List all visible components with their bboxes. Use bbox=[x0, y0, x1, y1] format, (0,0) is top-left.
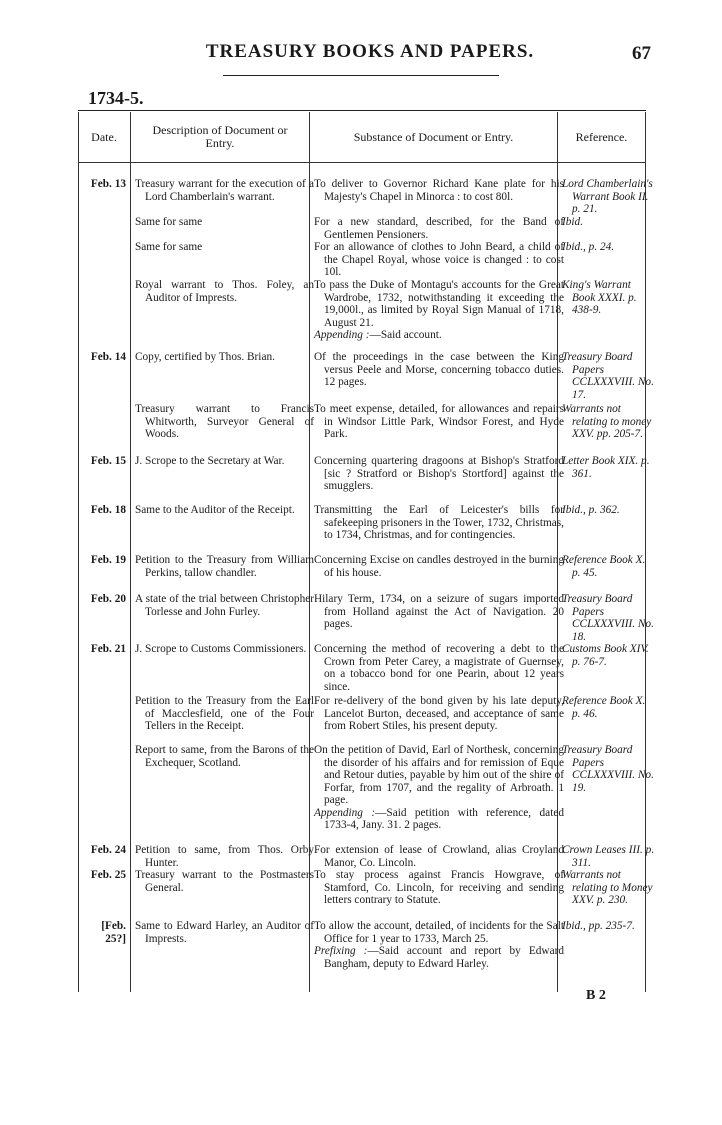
entry-date: Feb. 25 bbox=[90, 869, 126, 881]
entry-description: Same to the Auditor of the Receipt. bbox=[135, 504, 295, 516]
entry-substance: Hilary Term, 1734, on a seizure of sugars imported from Holland against the Act of Navigation. 20 pages. bbox=[314, 593, 564, 630]
entry-reference: Ibid., p. 362. bbox=[562, 504, 620, 516]
entry-substance: To allow the account, detailed, of incidents for the Salt Office for 1 year to 1733, March 25. bbox=[314, 920, 564, 945]
entry-description: Treasury warrant to Francis Whitworth, Surveyor General of Woods. bbox=[135, 403, 314, 440]
entry-date: Feb. 13 bbox=[90, 178, 126, 190]
entry-description: Treasury warrant to the Postmasters General. bbox=[135, 869, 314, 894]
column-header-description: Description of Document or Entry. bbox=[152, 123, 288, 150]
note-body: —Said account and report by Edward Bangham, deputy to Edward Harley. bbox=[324, 945, 564, 970]
running-title: TREASURY BOOKS AND PAPERS. bbox=[205, 41, 535, 62]
entry-description: J. Scrope to the Secretary at War. bbox=[135, 455, 285, 467]
entry-date: Feb. 24 bbox=[90, 844, 126, 856]
entry-description: Same to Edward Harley, an Auditor of Imprests. bbox=[135, 920, 314, 945]
page-number: 67 bbox=[632, 43, 651, 64]
entry-description: Same for same bbox=[135, 216, 203, 228]
entry-substance: Concerning quartering dragoons at Bishop's Stratford [sic ? Stratford or Bishop's Stortford] against the smugglers. bbox=[314, 455, 564, 492]
entry-note bbox=[314, 329, 564, 342]
table-top-rule bbox=[78, 110, 646, 111]
entry-description: Same for same bbox=[135, 241, 203, 253]
entry-substance: To stay process against Francis Howgrave, of Stamford, Co. Lincoln, for receiving and sending letters contrary to Statute. bbox=[314, 869, 564, 906]
entry-date: Feb. 20 bbox=[90, 593, 126, 605]
note-body: —Said account. bbox=[369, 329, 442, 341]
header-rule bbox=[78, 162, 646, 163]
entry-reference: Ibid., pp. 235-7. bbox=[562, 920, 635, 932]
entry-substance-block bbox=[314, 279, 564, 342]
column-header-reference: Reference. bbox=[575, 129, 628, 144]
entry-date: Feb. 19 bbox=[90, 554, 126, 566]
entry-description: Petition to the Treasury from the Earl of Macclesfield, one of the Four Tellers in the Receipt. bbox=[135, 695, 314, 732]
entry-reference: Reference Book X. p. 45. bbox=[562, 554, 646, 579]
entry-reference: Customs Book XIV. p. 76-7. bbox=[562, 643, 649, 668]
entry-date: [Feb. 25?] bbox=[101, 920, 126, 945]
entry-substance: For re-delivery of the bond given by his late deputy, Lancelot Burton, deceased, and acceptance of same from Robert Stiles, his present deputy. bbox=[314, 695, 564, 732]
entry-substance: Concerning Excise on candles destroyed in the burning of his house. bbox=[314, 554, 564, 579]
entry-reference: Ibid., p. 24. bbox=[562, 241, 615, 253]
entry-substance: For extension of lease of Crowland, alias Croyland Manor, Co. Lincoln. bbox=[314, 844, 564, 869]
column-rule bbox=[130, 112, 131, 992]
entry-reference: Treasury Board Papers CCLXXXVIII. No. 18. bbox=[562, 593, 654, 643]
column-header-substance: Substance of Document or Entry. bbox=[353, 129, 514, 144]
entry-description: Report to same, from the Barons of the Exchequer, Scotland. bbox=[135, 744, 314, 769]
entry-description: Royal warrant to Thos. Foley, an Auditor of Imprests. bbox=[135, 279, 314, 304]
entry-description: J. Scrope to Customs Commissioners. bbox=[135, 643, 307, 655]
entry-reference: Reference Book X. p. 46. bbox=[562, 695, 646, 720]
entry-substance: Of the proceedings in the case between the King versus Peele and Morse, concerning tobacco duties. 12 pages. bbox=[314, 351, 564, 388]
entry-description: A state of the trial between Christopher Torlesse and John Furley. bbox=[135, 593, 314, 618]
entry-substance: To meet expense, detailed, for allowances and repairs in Windsor Little Park, Windsor Forest, and Hyde Park. bbox=[314, 403, 564, 440]
entry-date: Feb. 21 bbox=[90, 643, 126, 655]
column-header-date: Date. bbox=[91, 129, 117, 144]
note-head: Prefixing : bbox=[314, 945, 368, 957]
entry-reference: King's Warrant Book XXXI. p. 438-9. bbox=[562, 279, 637, 316]
signature-mark: B 2 bbox=[586, 988, 606, 1003]
calendar-table bbox=[78, 112, 655, 992]
note-body: —Said petition with reference, dated 1733-4, Jany. 31. 2 pages. bbox=[324, 806, 564, 831]
entry-substance: To deliver to Governor Richard Kane plate for his Majesty's Chapel in Minorca : to cost 80l. bbox=[314, 178, 564, 203]
title-rule bbox=[223, 75, 499, 76]
entry-reference: Ibid. bbox=[562, 216, 584, 228]
entry-reference: Warrants not relating to Money XXV. p. 230. bbox=[562, 869, 653, 906]
entry-substance: Concerning the method of recovering a debt to the Crown from Peter Carey, a magistrate of Guernsey, on a tobacco bond for one Pearin, about 12 years since. bbox=[314, 643, 564, 693]
entry-substance-block bbox=[314, 920, 564, 970]
column-rule bbox=[78, 112, 79, 992]
entry-description: Treasury warrant for the execution of a Lord Chamberlain's warrant. bbox=[135, 178, 314, 203]
entry-description: Petition to the Treasury from William Perkins, tallow chandler. bbox=[135, 554, 314, 579]
entry-substance: Transmitting the Earl of Leicester's bills for safekeeping prisoners in the Tower, 1732, Christmas, to 1734, Christmas, and for contingencies. bbox=[314, 504, 564, 541]
note-head: Appending : bbox=[314, 806, 376, 819]
entry-note bbox=[314, 945, 564, 970]
entry-substance: For an allowance of clothes to John Beard, a child of the Chapel Royal, whose voice is changed : to cost 10l. bbox=[314, 241, 564, 278]
entry-reference: Lord Chamberlain's Warrant Book II. p. 21. bbox=[562, 178, 653, 215]
entry-reference: Letter Book XIX. p. 361. bbox=[562, 455, 650, 480]
entry-substance: To pass the Duke of Montagu's accounts for the Great Wardrobe, 1732, notwithstanding it exceeding the 19,000l., as limited by Royal Sign Manual of 1718, August 21. bbox=[314, 279, 564, 329]
year-heading: 1734-5. bbox=[88, 88, 144, 108]
entry-description: Petition to same, from Thos. Orby Hunter. bbox=[135, 844, 314, 869]
entry-reference: Treasury Board Papers CCLXXXVIII. No. 19. bbox=[562, 744, 654, 794]
entry-date: Feb. 14 bbox=[90, 351, 126, 363]
note-head: Appending : bbox=[314, 329, 370, 341]
entry-note bbox=[314, 806, 564, 832]
entry-substance: On the petition of David, Earl of Northesk, concerning the disorder of his affairs and for remission of Eque and Retour duties, payable by him out of the shire of Forfar, from 1707, and the regality of Arbroath. 1 page. bbox=[314, 744, 564, 806]
entry-date: Feb. 15 bbox=[90, 455, 126, 467]
entry-description: Copy, certified by Thos. Brian. bbox=[135, 351, 275, 363]
entry-reference: Warrants not relating to money XXV. pp. 205-7. bbox=[562, 403, 652, 440]
entry-reference: Crown Leases III. p. 311. bbox=[562, 844, 655, 869]
entry-substance-block bbox=[314, 744, 564, 832]
entry-reference: Treasury Board Papers CCLXXXVIII. No. 17. bbox=[562, 351, 654, 401]
entry-date: Feb. 18 bbox=[90, 504, 126, 516]
entry-substance: For a new standard, described, for the Band of Gentlemen Pensioners. bbox=[314, 216, 564, 241]
